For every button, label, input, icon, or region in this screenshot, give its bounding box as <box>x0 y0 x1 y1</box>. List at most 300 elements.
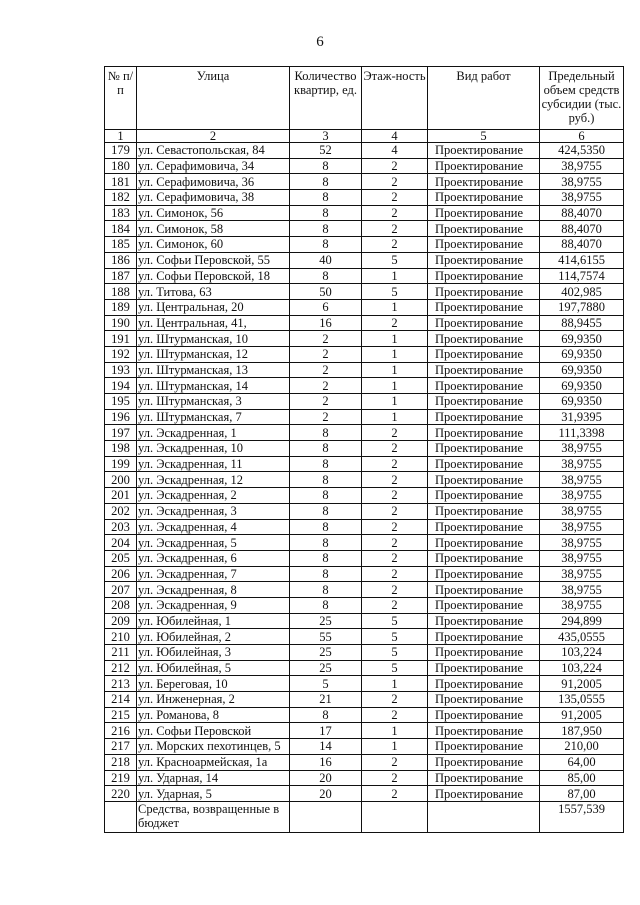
subsidy-amount: 38,9755 <box>540 456 624 472</box>
floor-count: 5 <box>362 284 428 300</box>
apartment-count: 8 <box>290 456 362 472</box>
floor-count: 2 <box>362 158 428 174</box>
floor-count: 2 <box>362 503 428 519</box>
header-floors: Этаж-ность <box>362 67 428 130</box>
street-name: ул. Эскадренная, 6 <box>137 550 290 566</box>
row-number: 219 <box>105 770 137 786</box>
work-type: Проектирование <box>428 409 540 425</box>
subsidy-amount: 38,9755 <box>540 174 624 190</box>
floor-count: 4 <box>362 143 428 159</box>
subsidy-amount: 103,224 <box>540 645 624 661</box>
street-name: ул. Штурманская, 3 <box>137 394 290 410</box>
floor-count: 2 <box>362 190 428 206</box>
work-type: Проектирование <box>428 488 540 504</box>
column-number: 5 <box>428 130 540 143</box>
street-name: ул. Титова, 63 <box>137 284 290 300</box>
work-type: Проектирование <box>428 362 540 378</box>
floor-count: 2 <box>362 707 428 723</box>
work-type: Проектирование <box>428 331 540 347</box>
floor-count: 2 <box>362 597 428 613</box>
row-number: 214 <box>105 692 137 708</box>
row-number: 187 <box>105 268 137 284</box>
work-type: Проектирование <box>428 205 540 221</box>
header-subsidy: Предельный объем средств субсидии (тыс. руб.) <box>540 67 624 130</box>
street-name: ул. Симонок, 56 <box>137 205 290 221</box>
header-apartments: Количество квартир, ед. <box>290 67 362 130</box>
row-number: 213 <box>105 676 137 692</box>
street-name: ул. Штурманская, 10 <box>137 331 290 347</box>
floor-count: 2 <box>362 786 428 802</box>
work-type: Проектирование <box>428 425 540 441</box>
page-number: 6 <box>316 34 324 50</box>
work-type: Проектирование <box>428 174 540 190</box>
work-type: Проектирование <box>428 566 540 582</box>
subsidy-amount: 69,9350 <box>540 362 624 378</box>
header-row <box>105 67 624 130</box>
table-row <box>105 519 624 535</box>
table-row <box>105 425 624 441</box>
table-row <box>105 472 624 488</box>
total-num-cell <box>105 801 137 832</box>
street-name: ул. Софьи Перовской, 18 <box>137 268 290 284</box>
apartment-count: 8 <box>290 174 362 190</box>
street-name: ул. Штурманская, 12 <box>137 346 290 362</box>
row-number: 217 <box>105 739 137 755</box>
street-name: ул. Серафимовича, 34 <box>137 158 290 174</box>
street-name: ул. Эскадренная, 12 <box>137 472 290 488</box>
subsidy-amount: 38,9755 <box>540 503 624 519</box>
table-row <box>105 535 624 551</box>
row-number: 218 <box>105 754 137 770</box>
apartment-count: 8 <box>290 221 362 237</box>
subsidy-amount: 38,9755 <box>540 597 624 613</box>
floor-count: 2 <box>362 174 428 190</box>
street-name: ул. Эскадренная, 8 <box>137 582 290 598</box>
apartment-count: 20 <box>290 770 362 786</box>
street-name: ул. Эскадренная, 3 <box>137 503 290 519</box>
row-number: 190 <box>105 315 137 331</box>
subsidy-amount: 69,9350 <box>540 331 624 347</box>
apartment-count: 8 <box>290 268 362 284</box>
table-row <box>105 754 624 770</box>
work-type: Проектирование <box>428 221 540 237</box>
row-number: 197 <box>105 425 137 441</box>
row-number: 210 <box>105 629 137 645</box>
work-type: Проектирование <box>428 315 540 331</box>
work-type: Проектирование <box>428 535 540 551</box>
apartment-count: 52 <box>290 143 362 159</box>
subsidy-amount: 38,9755 <box>540 472 624 488</box>
apartment-count: 2 <box>290 378 362 394</box>
work-type: Проектирование <box>428 660 540 676</box>
apartment-count: 8 <box>290 597 362 613</box>
subsidy-amount: 38,9755 <box>540 158 624 174</box>
floor-count: 5 <box>362 660 428 676</box>
subsidy-amount: 87,00 <box>540 786 624 802</box>
subsidy-amount: 114,7574 <box>540 268 624 284</box>
subsidy-amount: 402,985 <box>540 284 624 300</box>
subsidy-amount: 88,9455 <box>540 315 624 331</box>
subsidy-amount: 135,0555 <box>540 692 624 708</box>
row-number: 211 <box>105 645 137 661</box>
table-row <box>105 284 624 300</box>
table-body <box>105 143 624 802</box>
column-number: 6 <box>540 130 624 143</box>
floor-count: 2 <box>362 535 428 551</box>
apartment-count: 14 <box>290 739 362 755</box>
table-row <box>105 237 624 253</box>
row-number: 207 <box>105 582 137 598</box>
floor-count: 2 <box>362 692 428 708</box>
street-name: ул. Эскадренная, 7 <box>137 566 290 582</box>
subsidy-amount: 414,6155 <box>540 252 624 268</box>
column-number: 2 <box>137 130 290 143</box>
table-row <box>105 770 624 786</box>
apartment-count: 8 <box>290 190 362 206</box>
street-name: ул. Эскадренная, 5 <box>137 535 290 551</box>
subsidy-amount: 69,9350 <box>540 394 624 410</box>
floor-count: 2 <box>362 472 428 488</box>
floor-count: 2 <box>362 519 428 535</box>
street-name: ул. Береговая, 10 <box>137 676 290 692</box>
table-row <box>105 660 624 676</box>
floor-count: 2 <box>362 550 428 566</box>
table-row <box>105 362 624 378</box>
subsidy-amount: 111,3398 <box>540 425 624 441</box>
street-name: ул. Красноармейская, 1а <box>137 754 290 770</box>
total-apartments-cell <box>290 801 362 832</box>
apartment-count: 2 <box>290 394 362 410</box>
subsidy-amount: 38,9755 <box>540 535 624 551</box>
subsidy-amount: 294,899 <box>540 613 624 629</box>
street-name: ул. Морских пехотинцев, 5 <box>137 739 290 755</box>
street-name: ул. Серафимовича, 36 <box>137 174 290 190</box>
street-name: ул. Эскадренная, 2 <box>137 488 290 504</box>
work-type: Проектирование <box>428 550 540 566</box>
subsidy-amount: 69,9350 <box>540 346 624 362</box>
work-type: Проектирование <box>428 692 540 708</box>
row-number: 215 <box>105 707 137 723</box>
apartment-count: 8 <box>290 158 362 174</box>
floor-count: 2 <box>362 425 428 441</box>
table-row <box>105 613 624 629</box>
apartment-count: 8 <box>290 488 362 504</box>
floor-count: 2 <box>362 566 428 582</box>
table-row <box>105 158 624 174</box>
work-type: Проектирование <box>428 394 540 410</box>
row-number: 182 <box>105 190 137 206</box>
street-name: ул. Штурманская, 14 <box>137 378 290 394</box>
floor-count: 1 <box>362 362 428 378</box>
street-name: ул. Штурманская, 13 <box>137 362 290 378</box>
row-number: 189 <box>105 299 137 315</box>
floor-count: 1 <box>362 268 428 284</box>
apartment-count: 25 <box>290 613 362 629</box>
total-amount: 1557,539 <box>540 801 624 832</box>
work-type: Проектирование <box>428 519 540 535</box>
apartment-count: 21 <box>290 692 362 708</box>
table-row <box>105 268 624 284</box>
row-number: 208 <box>105 597 137 613</box>
apartment-count: 8 <box>290 582 362 598</box>
table-row <box>105 676 624 692</box>
street-name: ул. Эскадренная, 9 <box>137 597 290 613</box>
subsidy-amount: 435,0555 <box>540 629 624 645</box>
table-row <box>105 190 624 206</box>
floor-count: 2 <box>362 237 428 253</box>
table-row <box>105 456 624 472</box>
street-name: ул. Софьи Перовской <box>137 723 290 739</box>
floor-count: 5 <box>362 252 428 268</box>
street-name: ул. Севастопольская, 84 <box>137 143 290 159</box>
header-num: № п/п <box>105 67 137 130</box>
subsidy-amount: 197,7880 <box>540 299 624 315</box>
subsidy-amount: 88,4070 <box>540 237 624 253</box>
table-row <box>105 409 624 425</box>
apartment-count: 8 <box>290 237 362 253</box>
street-name: ул. Юбилейная, 1 <box>137 613 290 629</box>
work-type: Проектирование <box>428 190 540 206</box>
table-row <box>105 503 624 519</box>
apartment-count: 2 <box>290 362 362 378</box>
work-type: Проектирование <box>428 503 540 519</box>
column-number: 3 <box>290 130 362 143</box>
row-number: 199 <box>105 456 137 472</box>
subsidy-amount: 91,2005 <box>540 676 624 692</box>
apartment-count: 25 <box>290 660 362 676</box>
subsidy-amount: 69,9350 <box>540 378 624 394</box>
work-type: Проектирование <box>428 645 540 661</box>
table-row <box>105 645 624 661</box>
street-name: ул. Центральная, 41, <box>137 315 290 331</box>
floor-count: 2 <box>362 770 428 786</box>
work-type: Проектирование <box>428 441 540 457</box>
work-type: Проектирование <box>428 770 540 786</box>
street-name: ул. Юбилейная, 3 <box>137 645 290 661</box>
row-number: 192 <box>105 346 137 362</box>
row-number: 184 <box>105 221 137 237</box>
street-name: ул. Ударная, 5 <box>137 786 290 802</box>
subsidy-amount: 38,9755 <box>540 488 624 504</box>
floor-count: 2 <box>362 488 428 504</box>
row-number: 212 <box>105 660 137 676</box>
apartment-count: 2 <box>290 409 362 425</box>
street-name: ул. Эскадренная, 10 <box>137 441 290 457</box>
table-row <box>105 550 624 566</box>
apartment-count: 55 <box>290 629 362 645</box>
table-row <box>105 441 624 457</box>
column-number: 1 <box>105 130 137 143</box>
table-row <box>105 566 624 582</box>
table-row <box>105 346 624 362</box>
column-number: 4 <box>362 130 428 143</box>
street-name: ул. Юбилейная, 2 <box>137 629 290 645</box>
floor-count: 1 <box>362 394 428 410</box>
work-type: Проектирование <box>428 739 540 755</box>
work-type: Проектирование <box>428 456 540 472</box>
floor-count: 1 <box>362 346 428 362</box>
subsidy-amount: 103,224 <box>540 660 624 676</box>
row-number: 216 <box>105 723 137 739</box>
row-number: 198 <box>105 441 137 457</box>
table-row <box>105 582 624 598</box>
subsidy-amount: 88,4070 <box>540 205 624 221</box>
work-type: Проектирование <box>428 723 540 739</box>
subsidy-table <box>104 66 624 833</box>
apartment-count: 8 <box>290 519 362 535</box>
table-row <box>105 723 624 739</box>
work-type: Проектирование <box>428 237 540 253</box>
work-type: Проектирование <box>428 676 540 692</box>
floor-count: 1 <box>362 676 428 692</box>
floor-count: 2 <box>362 221 428 237</box>
apartment-count: 25 <box>290 645 362 661</box>
apartment-count: 8 <box>290 425 362 441</box>
apartment-count: 16 <box>290 754 362 770</box>
apartment-count: 17 <box>290 723 362 739</box>
street-name: ул. Инженерная, 2 <box>137 692 290 708</box>
work-type: Проектирование <box>428 597 540 613</box>
work-type: Проектирование <box>428 299 540 315</box>
work-type: Проектирование <box>428 378 540 394</box>
row-number: 206 <box>105 566 137 582</box>
floor-count: 1 <box>362 331 428 347</box>
table-row <box>105 597 624 613</box>
floor-count: 2 <box>362 441 428 457</box>
floor-count: 5 <box>362 645 428 661</box>
street-name: ул. Серафимовича, 38 <box>137 190 290 206</box>
table-row <box>105 331 624 347</box>
work-type: Проектирование <box>428 346 540 362</box>
apartment-count: 5 <box>290 676 362 692</box>
subsidy-amount: 31,9395 <box>540 409 624 425</box>
street-name: ул. Юбилейная, 5 <box>137 660 290 676</box>
street-name: ул. Романова, 8 <box>137 707 290 723</box>
table-row <box>105 221 624 237</box>
subsidy-amount: 38,9755 <box>540 519 624 535</box>
work-type: Проектирование <box>428 629 540 645</box>
row-number: 196 <box>105 409 137 425</box>
subsidy-amount: 38,9755 <box>540 550 624 566</box>
work-type: Проектирование <box>428 786 540 802</box>
subsidy-amount: 88,4070 <box>540 221 624 237</box>
subsidy-amount: 38,9755 <box>540 566 624 582</box>
work-type: Проектирование <box>428 268 540 284</box>
apartment-count: 8 <box>290 441 362 457</box>
work-type: Проектирование <box>428 582 540 598</box>
work-type: Проектирование <box>428 613 540 629</box>
row-number: 193 <box>105 362 137 378</box>
apartment-count: 20 <box>290 786 362 802</box>
subsidy-amount: 424,5350 <box>540 143 624 159</box>
table-row <box>105 143 624 159</box>
row-number: 204 <box>105 535 137 551</box>
work-type: Проектирование <box>428 252 540 268</box>
row-number: 203 <box>105 519 137 535</box>
table-row <box>105 252 624 268</box>
floor-count: 2 <box>362 205 428 221</box>
apartment-count: 8 <box>290 707 362 723</box>
apartment-count: 50 <box>290 284 362 300</box>
apartment-count: 8 <box>290 503 362 519</box>
subsidy-amount: 187,950 <box>540 723 624 739</box>
work-type: Проектирование <box>428 158 540 174</box>
apartment-count: 40 <box>290 252 362 268</box>
apartment-count: 16 <box>290 315 362 331</box>
row-number: 202 <box>105 503 137 519</box>
apartment-count: 2 <box>290 331 362 347</box>
table-row <box>105 299 624 315</box>
floor-count: 2 <box>362 456 428 472</box>
row-number: 181 <box>105 174 137 190</box>
street-name: ул. Эскадренная, 11 <box>137 456 290 472</box>
apartment-count: 8 <box>290 566 362 582</box>
header-work-type: Вид работ <box>428 67 540 130</box>
street-name: ул. Эскадренная, 1 <box>137 425 290 441</box>
work-type: Проектирование <box>428 707 540 723</box>
row-number: 205 <box>105 550 137 566</box>
table-row <box>105 707 624 723</box>
subsidy-amount: 210,00 <box>540 739 624 755</box>
floor-count: 1 <box>362 723 428 739</box>
apartment-count: 2 <box>290 346 362 362</box>
row-number: 188 <box>105 284 137 300</box>
table-row <box>105 394 624 410</box>
subsidy-amount: 64,00 <box>540 754 624 770</box>
row-number: 186 <box>105 252 137 268</box>
table-row <box>105 786 624 802</box>
table-row <box>105 315 624 331</box>
row-number: 194 <box>105 378 137 394</box>
floor-count: 5 <box>362 613 428 629</box>
work-type: Проектирование <box>428 284 540 300</box>
apartment-count: 8 <box>290 535 362 551</box>
work-type: Проектирование <box>428 143 540 159</box>
table-row <box>105 378 624 394</box>
table-row <box>105 629 624 645</box>
table-row <box>105 739 624 755</box>
floor-count: 1 <box>362 739 428 755</box>
apartment-count: 8 <box>290 205 362 221</box>
work-type: Проектирование <box>428 472 540 488</box>
street-name: ул. Штурманская, 7 <box>137 409 290 425</box>
apartment-count: 8 <box>290 550 362 566</box>
floor-count: 2 <box>362 582 428 598</box>
subsidy-amount: 85,00 <box>540 770 624 786</box>
row-number: 200 <box>105 472 137 488</box>
floor-count: 1 <box>362 378 428 394</box>
table-row <box>105 692 624 708</box>
apartment-count: 6 <box>290 299 362 315</box>
column-number-row <box>105 130 624 143</box>
row-number: 179 <box>105 143 137 159</box>
street-name: ул. Ударная, 14 <box>137 770 290 786</box>
row-number: 191 <box>105 331 137 347</box>
floor-count: 2 <box>362 754 428 770</box>
row-number: 183 <box>105 205 137 221</box>
street-name: ул. Симонок, 60 <box>137 237 290 253</box>
total-floors-cell <box>362 801 428 832</box>
total-row <box>105 801 624 832</box>
row-number: 185 <box>105 237 137 253</box>
total-work-cell <box>428 801 540 832</box>
work-type: Проектирование <box>428 754 540 770</box>
floor-count: 1 <box>362 409 428 425</box>
street-name: ул. Софьи Перовской, 55 <box>137 252 290 268</box>
street-name: ул. Центральная, 20 <box>137 299 290 315</box>
floor-count: 5 <box>362 629 428 645</box>
total-label: Средства, возвращенные в бюджет <box>137 801 290 832</box>
